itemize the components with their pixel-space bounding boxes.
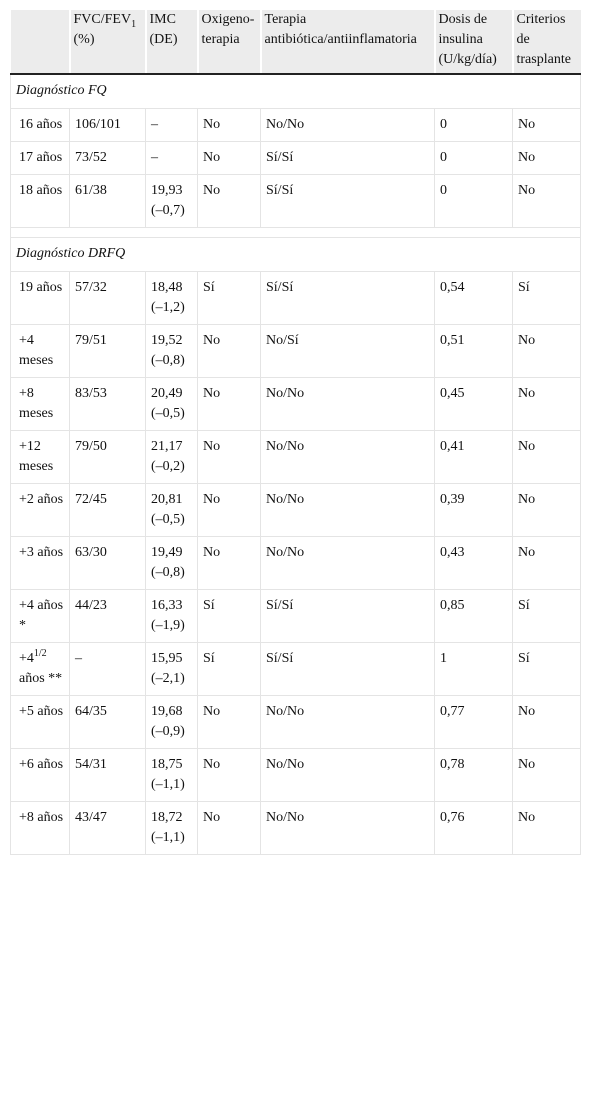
- cell-trasplante: No: [513, 431, 581, 484]
- cell-oxi: No: [198, 431, 261, 484]
- cell-trasplante: Sí: [513, 643, 581, 696]
- table-row: [11, 590, 581, 643]
- cell-time: +3 años: [11, 537, 70, 590]
- cell-fvc: 73/52: [70, 142, 146, 175]
- cell-time: $+4^{1/2}$ años **: [11, 643, 70, 696]
- header-row: [11, 10, 581, 74]
- cell-imc: –: [146, 109, 198, 142]
- cell-fvc: 64/35: [70, 696, 146, 749]
- cell-insulina: 0: [435, 175, 513, 228]
- cell-time: +8 años: [11, 802, 70, 855]
- cell-imc: 15,95 (–2,1): [146, 643, 198, 696]
- cell-imc: 20,49 (–0,5): [146, 378, 198, 431]
- cell-trasplante: No: [513, 325, 581, 378]
- cell-imc: 19,52 (–0,8): [146, 325, 198, 378]
- table-row: [11, 325, 581, 378]
- cell-insulina: 0,39: [435, 484, 513, 537]
- cell-insulina: 0: [435, 142, 513, 175]
- cell-terapia: No/No: [261, 749, 435, 802]
- cell-terapia: No/No: [261, 537, 435, 590]
- table-row: [11, 643, 581, 696]
- cell-trasplante: No: [513, 696, 581, 749]
- cell-time: 17 años: [11, 142, 70, 175]
- table-row: [11, 696, 581, 749]
- cell-oxi: No: [198, 484, 261, 537]
- clinical-table: [10, 10, 581, 855]
- cell-insulina: 0,77: [435, 696, 513, 749]
- cell-imc: 16,33 (–1,9): [146, 590, 198, 643]
- cell-oxi: No: [198, 175, 261, 228]
- cell-imc: 20,81 (–0,5): [146, 484, 198, 537]
- cell-terapia: Sí/Sí: [261, 142, 435, 175]
- cell-imc: 18,75 (–1,1): [146, 749, 198, 802]
- cell-terapia: Sí/Sí: [261, 590, 435, 643]
- spacer-cell: [11, 228, 581, 238]
- cell-fvc: 72/45: [70, 484, 146, 537]
- cell-insulina: 0,51: [435, 325, 513, 378]
- cell-insulina: 0,45: [435, 378, 513, 431]
- cell-time: +6 años: [11, 749, 70, 802]
- spacer-row: [11, 228, 581, 238]
- header-oxigenoterapia: Oxigeno-terapia: [198, 10, 261, 74]
- cell-oxi: No: [198, 109, 261, 142]
- cell-imc: 18,72 (–1,1): [146, 802, 198, 855]
- cell-fvc: –: [70, 643, 146, 696]
- cell-fvc: 57/32: [70, 272, 146, 325]
- cell-trasplante: No: [513, 802, 581, 855]
- header-time: [11, 10, 70, 74]
- section-title: Diagnóstico DRFQ: [11, 238, 581, 272]
- cell-oxi: No: [198, 537, 261, 590]
- cell-oxi: No: [198, 325, 261, 378]
- cell-time: +2 años: [11, 484, 70, 537]
- table-row: [11, 175, 581, 228]
- cell-oxi: No: [198, 749, 261, 802]
- cell-terapia: No/No: [261, 696, 435, 749]
- table-row: [11, 749, 581, 802]
- cell-trasplante: Sí: [513, 272, 581, 325]
- cell-time: +5 años: [11, 696, 70, 749]
- cell-time: +4 años *: [11, 590, 70, 643]
- section-row: [11, 238, 581, 272]
- table-row: [11, 484, 581, 537]
- table-row: [11, 272, 581, 325]
- cell-fvc: 63/30: [70, 537, 146, 590]
- cell-time: +12 meses: [11, 431, 70, 484]
- cell-trasplante: No: [513, 484, 581, 537]
- table-row: [11, 431, 581, 484]
- header-fvc-fev1: FVC/$FEV_1$ (%): [70, 10, 146, 74]
- cell-terapia: No/No: [261, 484, 435, 537]
- cell-trasplante: No: [513, 537, 581, 590]
- header-imc: IMC (DE): [146, 10, 198, 74]
- cell-fvc: 61/38: [70, 175, 146, 228]
- cell-time: +8 meses: [11, 378, 70, 431]
- cell-oxi: No: [198, 378, 261, 431]
- table-row: [11, 142, 581, 175]
- cell-fvc: 79/50: [70, 431, 146, 484]
- cell-trasplante: No: [513, 109, 581, 142]
- table-row: [11, 109, 581, 142]
- cell-fvc: 79/51: [70, 325, 146, 378]
- cell-oxi: No: [198, 142, 261, 175]
- cell-trasplante: No: [513, 749, 581, 802]
- cell-fvc: 54/31: [70, 749, 146, 802]
- cell-terapia: Sí/Sí: [261, 272, 435, 325]
- cell-imc: 19,93 (–0,7): [146, 175, 198, 228]
- cell-terapia: No/Sí: [261, 325, 435, 378]
- cell-insulina: 0,41: [435, 431, 513, 484]
- table-row: [11, 537, 581, 590]
- section-title: Diagnóstico FQ: [11, 74, 581, 109]
- cell-fvc: 106/101: [70, 109, 146, 142]
- cell-terapia: No/No: [261, 802, 435, 855]
- cell-fvc: 44/23: [70, 590, 146, 643]
- cell-terapia: No/No: [261, 109, 435, 142]
- header-terapia: Terapia antibiótica/antiinflamatoria: [261, 10, 435, 74]
- cell-imc: –: [146, 142, 198, 175]
- cell-imc: 21,17 (–0,2): [146, 431, 198, 484]
- cell-oxi: Sí: [198, 643, 261, 696]
- cell-insulina: 0,43: [435, 537, 513, 590]
- cell-trasplante: Sí: [513, 590, 581, 643]
- cell-terapia: Sí/Sí: [261, 643, 435, 696]
- cell-fvc: 43/47: [70, 802, 146, 855]
- cell-oxi: Sí: [198, 272, 261, 325]
- cell-imc: 19,68 (–0,9): [146, 696, 198, 749]
- cell-insulina: 0,78: [435, 749, 513, 802]
- cell-oxi: No: [198, 802, 261, 855]
- cell-insulina: 0,54: [435, 272, 513, 325]
- table-row: [11, 378, 581, 431]
- cell-time: 16 años: [11, 109, 70, 142]
- cell-trasplante: No: [513, 175, 581, 228]
- cell-terapia: No/No: [261, 378, 435, 431]
- cell-oxi: Sí: [198, 590, 261, 643]
- cell-oxi: No: [198, 696, 261, 749]
- cell-insulina: 1: [435, 643, 513, 696]
- cell-trasplante: No: [513, 378, 581, 431]
- cell-time: +4 meses: [11, 325, 70, 378]
- cell-insulina: 0,76: [435, 802, 513, 855]
- table-row: [11, 802, 581, 855]
- cell-terapia: No/No: [261, 431, 435, 484]
- section-row: [11, 74, 581, 109]
- header-trasplante: Criterios de trasplante: [513, 10, 581, 74]
- cell-trasplante: No: [513, 142, 581, 175]
- cell-insulina: 0,85: [435, 590, 513, 643]
- cell-time: 19 años: [11, 272, 70, 325]
- cell-terapia: Sí/Sí: [261, 175, 435, 228]
- cell-fvc: 83/53: [70, 378, 146, 431]
- cell-time: 18 años: [11, 175, 70, 228]
- cell-imc: 19,49 (–0,8): [146, 537, 198, 590]
- header-insulina: Dosis de insulina (U/kg/día): [435, 10, 513, 74]
- cell-imc: 18,48 (–1,2): [146, 272, 198, 325]
- cell-insulina: 0: [435, 109, 513, 142]
